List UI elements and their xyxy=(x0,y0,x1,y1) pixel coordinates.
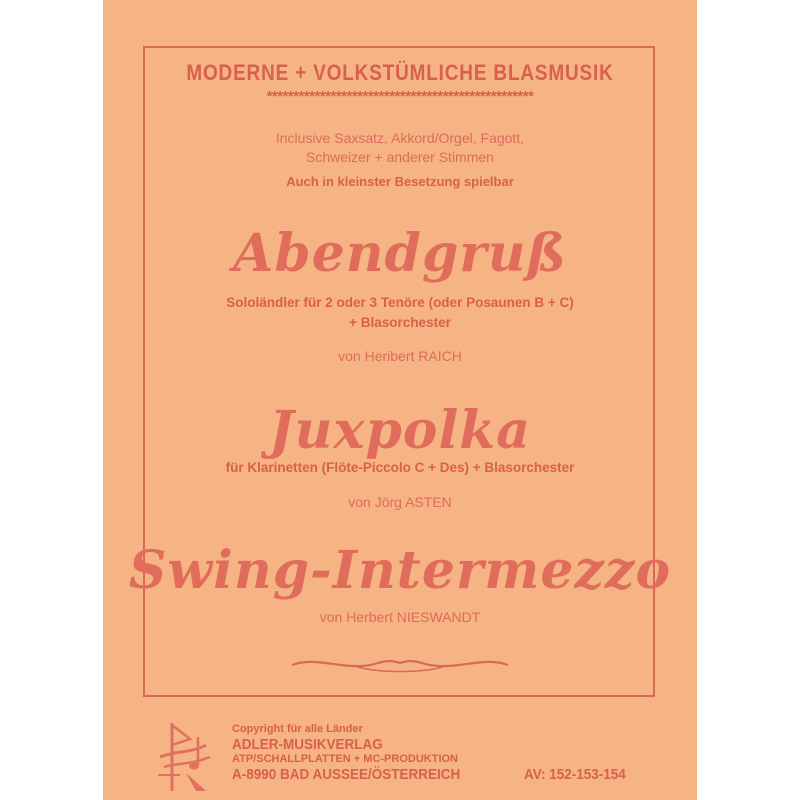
catalog-number: AV: 152-153-154 xyxy=(524,766,626,783)
publisher-labels: ATP/SCHALLPLATTEN + MC-PRODUKTION xyxy=(232,753,458,765)
piece-subtitle-1a: Sololändler für 2 oder 3 Tenöre (oder Posaunen B + C) xyxy=(226,295,574,310)
eagle-note-logo-icon xyxy=(150,717,230,797)
piece-title-2: Juxpolka xyxy=(269,400,531,461)
piece-composer-2: von Jörg ASTEN xyxy=(348,494,452,510)
publisher-address: A-8990 BAD AUSSEE/ÖSTERREICH xyxy=(232,766,461,783)
piece-composer-1: von Heribert RAICH xyxy=(338,348,462,364)
piece-subtitle-2: für Klarinetten (Flöte-Piccolo C + Des) + Blasorchester xyxy=(225,460,575,475)
series-title: MODERNE + VOLKSTÜMLICHE BLASMUSIK xyxy=(186,60,614,85)
piece-title-1: Abendgruß xyxy=(232,223,568,284)
includes-line-1: Inclusive Saxsatz, Akkord/Orgel, Fagott, xyxy=(275,130,525,146)
playable-note: Auch in kleinster Besetzung spielbar xyxy=(286,174,514,189)
flourish-ornament xyxy=(288,651,512,675)
star-divider: ************************************************** xyxy=(266,88,534,105)
piece-subtitle-1b: + Blasorchester xyxy=(349,315,451,330)
piece-title-3: Swing-Intermezzo xyxy=(128,540,672,601)
publisher-name: ADLER-MUSIKVERLAG xyxy=(232,736,383,753)
includes-line-2: Schweizer + anderer Stimmen xyxy=(306,149,494,165)
piece-composer-3: von Herbert NIESWANDT xyxy=(319,609,481,625)
copyright-notice: Copyright für alle Länder xyxy=(232,723,363,735)
